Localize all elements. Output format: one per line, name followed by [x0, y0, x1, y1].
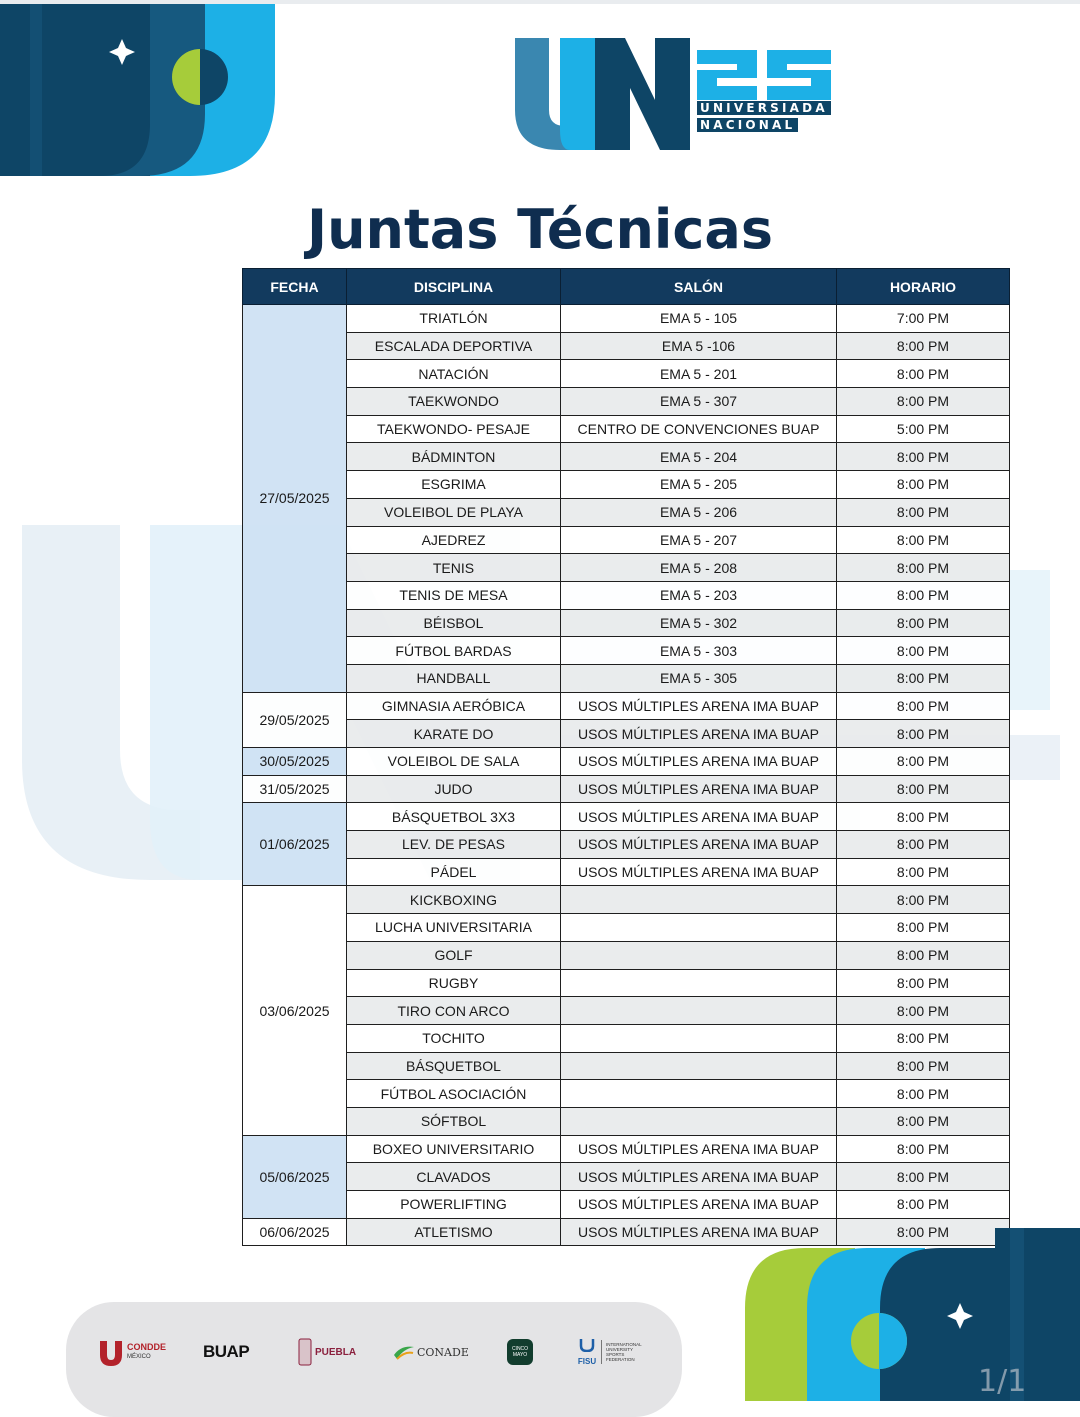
time-cell: 8:00 PM: [837, 554, 1010, 582]
venue-cell: EMA 5 - 208: [561, 554, 837, 582]
table-row: [243, 305, 1010, 333]
table-row: [243, 997, 1010, 1025]
venue-cell: USOS MÚLTIPLES ARENA IMA BUAP: [561, 858, 837, 886]
fisu-sub: INTERNATIONAL UNIVERSITY SPORTS FEDERATION: [606, 1342, 642, 1362]
conade-logo: [393, 1336, 469, 1368]
venue-cell: EMA 5 - 105: [561, 305, 837, 333]
venue-cell: [561, 1080, 837, 1108]
discipline-cell: ESGRIMA: [347, 471, 561, 499]
time-cell: 8:00 PM: [837, 360, 1010, 388]
time-cell: 8:00 PM: [837, 1052, 1010, 1080]
venue-cell: [561, 1107, 837, 1135]
time-cell: 8:00 PM: [837, 664, 1010, 692]
time-cell: 8:00 PM: [837, 914, 1010, 942]
discipline-cell: BÁSQUETBOL 3X3: [347, 803, 561, 831]
puebla-logo: [298, 1336, 356, 1368]
condde-sub: MÉXICO: [127, 1354, 151, 1360]
time-cell: 8:00 PM: [837, 858, 1010, 886]
table-row: [243, 803, 1010, 831]
discipline-cell: BÁSQUETBOL: [347, 1052, 561, 1080]
discipline-cell: ATLETISMO: [347, 1218, 561, 1246]
fisu-label: FISU: [577, 1356, 597, 1366]
condde-mark-icon: [98, 1337, 124, 1367]
venue-cell: EMA 5 - 303: [561, 637, 837, 665]
cinco-mayo-logo: [507, 1336, 533, 1368]
page-number: 1/1: [978, 1364, 1027, 1399]
discipline-cell: FÚTBOL BARDAS: [347, 637, 561, 665]
time-cell: 8:00 PM: [837, 443, 1010, 471]
buap-logo: [203, 1336, 249, 1368]
time-cell: 8:00 PM: [837, 1107, 1010, 1135]
table-row: [243, 581, 1010, 609]
header-fecha: FECHA: [243, 269, 347, 305]
cinco-mayo-label: CINCO MAYO: [507, 1339, 533, 1365]
time-cell: 8:00 PM: [837, 526, 1010, 554]
fisu-logo: [577, 1336, 642, 1368]
discipline-cell: LUCHA UNIVERSITARIA: [347, 914, 561, 942]
venue-cell: [561, 969, 837, 997]
time-cell: 8:00 PM: [837, 692, 1010, 720]
date-cell: 03/06/2025: [243, 886, 347, 1135]
venue-cell: EMA 5 -106: [561, 332, 837, 360]
corner-decoration-top-left: [0, 4, 275, 176]
discipline-cell: SÓFTBOL: [347, 1107, 561, 1135]
condde-label: CONDDE: [127, 1342, 167, 1352]
time-cell: 8:00 PM: [837, 775, 1010, 803]
discipline-cell: KICKBOXING: [347, 886, 561, 914]
venue-cell: EMA 5 - 307: [561, 388, 837, 416]
discipline-cell: BÁDMINTON: [347, 443, 561, 471]
table-row: [243, 332, 1010, 360]
discipline-cell: TENIS: [347, 554, 561, 582]
venue-cell: USOS MÚLTIPLES ARENA IMA BUAP: [561, 692, 837, 720]
table-row: [243, 1135, 1010, 1163]
table-row: [243, 775, 1010, 803]
time-cell: 8:00 PM: [837, 803, 1010, 831]
table-row: [243, 969, 1010, 997]
time-cell: 8:00 PM: [837, 637, 1010, 665]
time-cell: 8:00 PM: [837, 720, 1010, 748]
table-row: [243, 748, 1010, 776]
venue-cell: EMA 5 - 205: [561, 471, 837, 499]
table-row: [243, 388, 1010, 416]
venue-cell: EMA 5 - 204: [561, 443, 837, 471]
logo-line-universiada: UNIVERSIADA: [697, 101, 831, 115]
discipline-cell: VOLEIBOL DE PLAYA: [347, 498, 561, 526]
schedule-body: [243, 305, 1010, 1246]
discipline-cell: POWERLIFTING: [347, 1191, 561, 1219]
time-cell: 8:00 PM: [837, 748, 1010, 776]
table-row: [243, 664, 1010, 692]
discipline-cell: TAEKWONDO- PESAJE: [347, 415, 561, 443]
page-title: Juntas Técnicas: [306, 198, 773, 261]
fisu-mark-icon: [577, 1338, 597, 1352]
venue-cell: USOS MÚLTIPLES ARENA IMA BUAP: [561, 720, 837, 748]
table-row: [243, 498, 1010, 526]
conade-label: CONADE: [417, 1345, 469, 1359]
venue-cell: [561, 997, 837, 1025]
discipline-cell: AJEDREZ: [347, 526, 561, 554]
venue-cell: CENTRO DE CONVENCIONES BUAP: [561, 415, 837, 443]
table-row: [243, 609, 1010, 637]
venue-cell: USOS MÚLTIPLES ARENA IMA BUAP: [561, 1218, 837, 1246]
discipline-cell: HANDBALL: [347, 664, 561, 692]
venue-cell: EMA 5 - 207: [561, 526, 837, 554]
table-row: [243, 1163, 1010, 1191]
venue-cell: USOS MÚLTIPLES ARENA IMA BUAP: [561, 1191, 837, 1219]
venue-cell: USOS MÚLTIPLES ARENA IMA BUAP: [561, 1135, 837, 1163]
table-row: [243, 1191, 1010, 1219]
venue-cell: EMA 5 - 206: [561, 498, 837, 526]
date-cell: 27/05/2025: [243, 305, 347, 693]
universiada-logo: [515, 30, 840, 150]
table-row: [243, 858, 1010, 886]
discipline-cell: TOCHITO: [347, 1024, 561, 1052]
puebla-label: PUEBLA: [315, 1346, 357, 1358]
venue-cell: EMA 5 - 302: [561, 609, 837, 637]
table-row: [243, 941, 1010, 969]
time-cell: 8:00 PM: [837, 1135, 1010, 1163]
date-cell: 06/06/2025: [243, 1218, 347, 1246]
time-cell: 8:00 PM: [837, 997, 1010, 1025]
discipline-cell: CLAVADOS: [347, 1163, 561, 1191]
venue-cell: [561, 886, 837, 914]
date-cell: 05/06/2025: [243, 1135, 347, 1218]
header-salon: SALÓN: [561, 269, 837, 305]
discipline-cell: TENIS DE MESA: [347, 581, 561, 609]
time-cell: 8:00 PM: [837, 332, 1010, 360]
table-row: [243, 471, 1010, 499]
table-row: [243, 914, 1010, 942]
logo-line-nacional: NACIONAL: [697, 118, 798, 132]
time-cell: 8:00 PM: [837, 1080, 1010, 1108]
venue-cell: [561, 1024, 837, 1052]
table-row: [243, 720, 1010, 748]
date-cell: 29/05/2025: [243, 692, 347, 747]
venue-cell: [561, 914, 837, 942]
discipline-cell: GIMNASIA AERÓBICA: [347, 692, 561, 720]
discipline-cell: NATACIÓN: [347, 360, 561, 388]
table-row: [243, 1080, 1010, 1108]
time-cell: 8:00 PM: [837, 388, 1010, 416]
time-cell: 8:00 PM: [837, 1218, 1010, 1246]
time-cell: 8:00 PM: [837, 969, 1010, 997]
time-cell: 8:00 PM: [837, 1024, 1010, 1052]
un-logo-mark: [515, 30, 690, 150]
table-row: [243, 637, 1010, 665]
venue-cell: EMA 5 - 203: [561, 581, 837, 609]
table-row: [243, 1107, 1010, 1135]
discipline-cell: KARATE DO: [347, 720, 561, 748]
corner-decoration-bottom-right: [745, 1228, 1080, 1401]
date-cell: 31/05/2025: [243, 775, 347, 803]
discipline-cell: RUGBY: [347, 969, 561, 997]
discipline-cell: PÁDEL: [347, 858, 561, 886]
discipline-cell: BOXEO UNIVERSITARIO: [347, 1135, 561, 1163]
time-cell: 8:00 PM: [837, 886, 1010, 914]
discipline-cell: TAEKWONDO: [347, 388, 561, 416]
conade-swoosh-icon: [393, 1343, 415, 1361]
venue-cell: USOS MÚLTIPLES ARENA IMA BUAP: [561, 748, 837, 776]
table-row: [243, 1052, 1010, 1080]
discipline-cell: ESCALADA DEPORTIVA: [347, 332, 561, 360]
time-cell: 8:00 PM: [837, 581, 1010, 609]
condde-logo: [98, 1336, 166, 1368]
venue-cell: EMA 5 - 305: [561, 664, 837, 692]
time-cell: 8:00 PM: [837, 609, 1010, 637]
venue-cell: [561, 941, 837, 969]
table-header-row: [243, 269, 1010, 305]
table-row: [243, 526, 1010, 554]
puebla-shield-icon: [298, 1337, 312, 1367]
date-cell: 30/05/2025: [243, 748, 347, 776]
date-cell: 01/06/2025: [243, 803, 347, 886]
table-row: [243, 415, 1010, 443]
discipline-cell: VOLEIBOL DE SALA: [347, 748, 561, 776]
time-cell: 8:00 PM: [837, 498, 1010, 526]
time-cell: 5:00 PM: [837, 415, 1010, 443]
discipline-cell: LEV. DE PESAS: [347, 831, 561, 859]
venue-cell: EMA 5 - 201: [561, 360, 837, 388]
venue-cell: USOS MÚLTIPLES ARENA IMA BUAP: [561, 775, 837, 803]
header-horario: HORARIO: [837, 269, 1010, 305]
time-cell: 8:00 PM: [837, 1191, 1010, 1219]
table-row: [243, 886, 1010, 914]
venue-cell: USOS MÚLTIPLES ARENA IMA BUAP: [561, 803, 837, 831]
time-cell: 8:00 PM: [837, 471, 1010, 499]
discipline-cell: GOLF: [347, 941, 561, 969]
discipline-cell: TIRO CON ARCO: [347, 997, 561, 1025]
time-cell: 8:00 PM: [837, 941, 1010, 969]
schedule-table: [242, 268, 1010, 1246]
time-cell: 8:00 PM: [837, 1163, 1010, 1191]
table-row: [243, 443, 1010, 471]
number-25-mark: [695, 48, 835, 103]
time-cell: 7:00 PM: [837, 305, 1010, 333]
table-row: [243, 360, 1010, 388]
venue-cell: USOS MÚLTIPLES ARENA IMA BUAP: [561, 831, 837, 859]
time-cell: 8:00 PM: [837, 831, 1010, 859]
table-row: [243, 1024, 1010, 1052]
discipline-cell: FÚTBOL ASOCIACIÓN: [347, 1080, 561, 1108]
table-row: [243, 554, 1010, 582]
venue-cell: USOS MÚLTIPLES ARENA IMA BUAP: [561, 1163, 837, 1191]
header-disciplina: DISCIPLINA: [347, 269, 561, 305]
discipline-cell: TRIATLÓN: [347, 305, 561, 333]
table-row: [243, 692, 1010, 720]
discipline-cell: JUDO: [347, 775, 561, 803]
discipline-cell: BÉISBOL: [347, 609, 561, 637]
buap-label: BUAP: [203, 1342, 250, 1361]
venue-cell: [561, 1052, 837, 1080]
table-row: [243, 831, 1010, 859]
